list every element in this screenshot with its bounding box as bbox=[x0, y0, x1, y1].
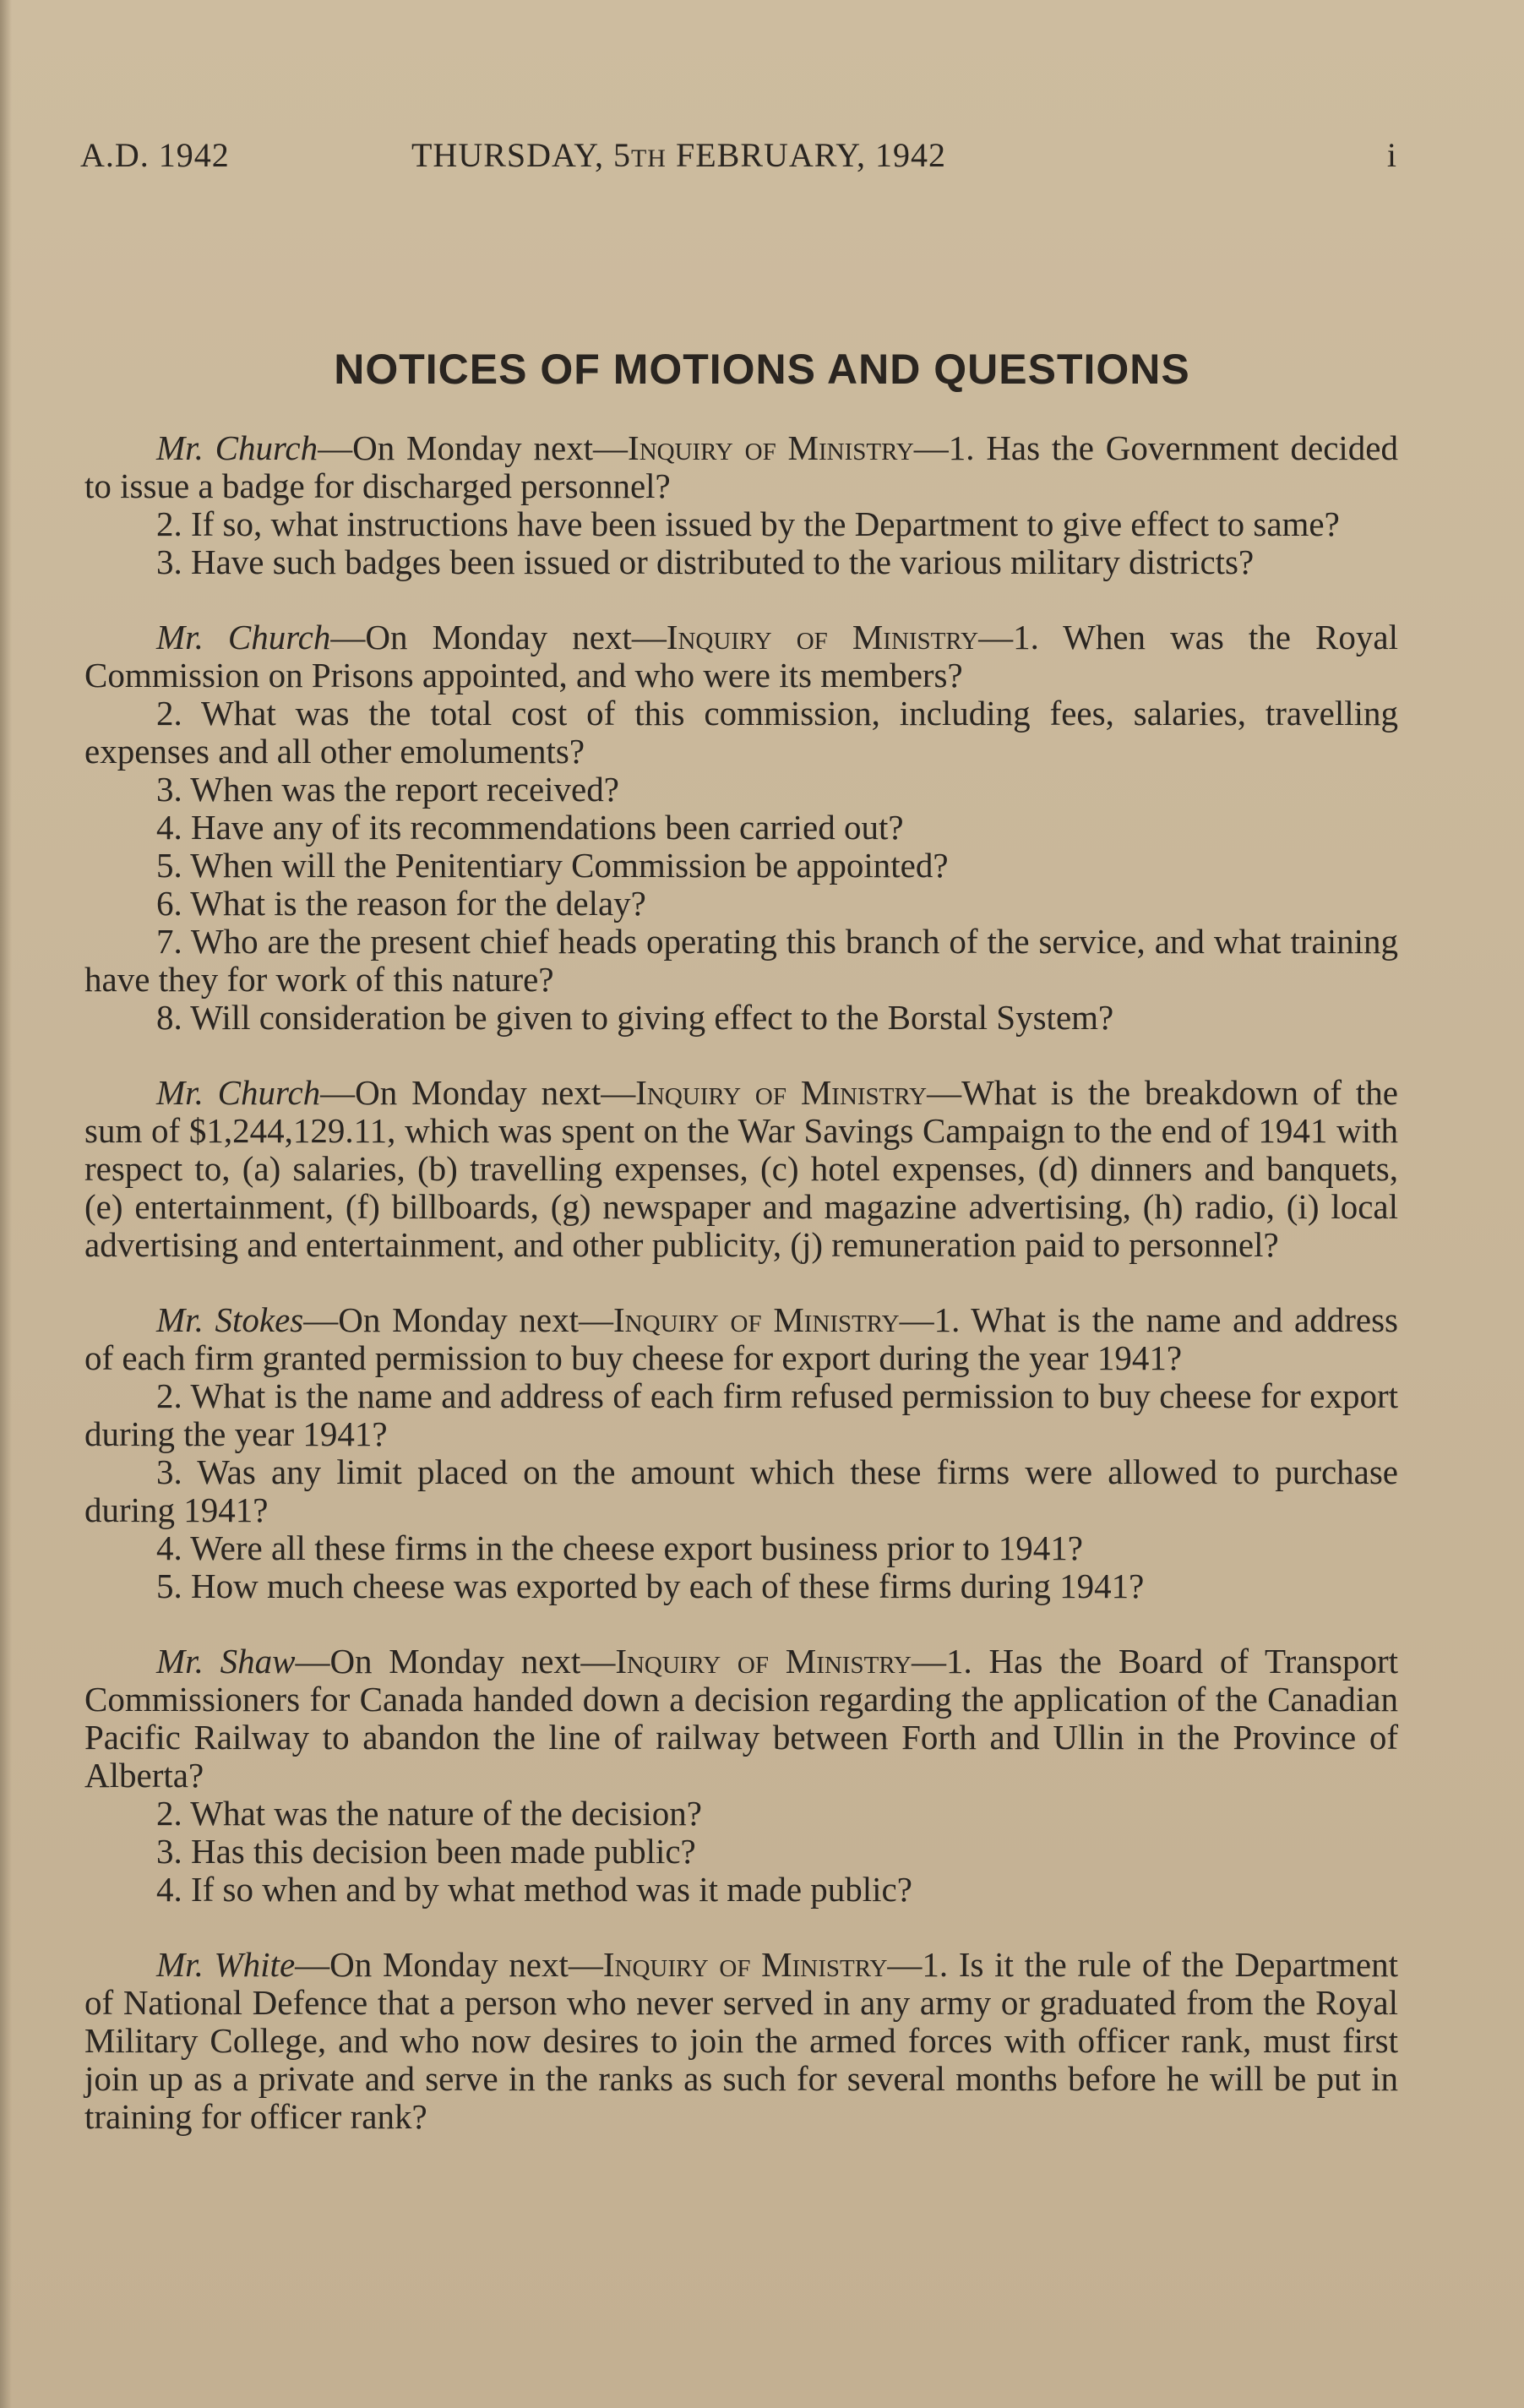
header-year: A.D. 1942 bbox=[80, 136, 230, 174]
notice bbox=[84, 1946, 1398, 2136]
question: 3. Have such badges been issued or distributed to the various military districts? bbox=[156, 542, 1255, 581]
notice bbox=[84, 1074, 1398, 1264]
member-name: Mr. Shaw bbox=[156, 1642, 296, 1681]
question: 2. What is the name and address of each firm refused permission to buy cheese for export during the year 1941? bbox=[84, 1376, 1398, 1453]
notice-lead: Mr. Church—On Monday next—Inquiry of Ministry—What is the breakdown of the sum of $1,244,129.11, which was spent on the War Savings Campaign to the end of 1941 with respect to, (a) salaries, (b) travelling expenses, (c) hotel expenses, (d) dinners and banquets, (e) entertainment, (f) billboards, (g) newspaper and magazine advertising, (h) radio, (i) local advertising and entertainment, and other publicity, (j) remuneration paid to personnel? bbox=[84, 1073, 1399, 1264]
notice-lead: Mr. White—On Monday next—Inquiry of Ministry—1. Is it the rule of the Department of National Defence that a person who never served in any army or graduated from the Royal Military College, and who now desires to join the armed forces with officer rank, must first join up as a private and serve in the ranks as such for several months before he will be put in training for officer rank? bbox=[84, 1945, 1398, 2136]
inquiry-label: Inquiry of Ministry bbox=[666, 618, 979, 656]
inquiry-label: Inquiry of Ministry bbox=[615, 1642, 912, 1681]
inquiry-label: Inquiry of Ministry bbox=[635, 1073, 928, 1112]
question: 2. If so, what instructions have been issued by the Department to give effect to same? bbox=[156, 504, 1340, 543]
question: 4. Were all these firms in the cheese export business prior to 1941? bbox=[156, 1528, 1083, 1567]
notice-lead: Mr. Church—On Monday next—Inquiry of Ministry—1. Has the Government decided to issue a badge for discharged personnel? bbox=[84, 428, 1398, 505]
notice-lead: Mr. Shaw—On Monday next—Inquiry of Ministry—1. Has the Board of Transport Commissioners for Canada handed down a decision regarding the application of the Canadian Pacific Railway to abandon the line of railway between Forth and Ullin in the Province of Alberta? bbox=[84, 1642, 1398, 1795]
notice bbox=[84, 429, 1398, 581]
member-name: Mr. Church bbox=[156, 618, 331, 656]
member-name: Mr. Stokes bbox=[156, 1300, 304, 1339]
notice-lead: Mr. Church—On Monday next—Inquiry of Ministry—1. When was the Royal Commission on Prisons appointed, and who were its members? bbox=[84, 618, 1398, 695]
question: 4. Have any of its recommendations been carried out? bbox=[156, 808, 904, 847]
question: 3. When was the report received? bbox=[156, 770, 619, 809]
inquiry-label: Inquiry of Ministry bbox=[613, 1300, 900, 1339]
question: 3. Was any limit placed on the amount which these firms were allowed to purchase during 1941? bbox=[84, 1452, 1398, 1529]
header-date: THURSDAY, 5TH FEBRUARY, 1942 bbox=[411, 136, 946, 174]
notice bbox=[84, 618, 1398, 1037]
question: 6. What is the reason for the delay? bbox=[156, 884, 646, 923]
question: 2. What was the nature of the decision? bbox=[156, 1794, 702, 1833]
notice bbox=[84, 1643, 1398, 1909]
page-number: i bbox=[1386, 136, 1397, 174]
notice-lead: Mr. Stokes—On Monday next—Inquiry of Ministry—1. What is the name and address of each firm granted permission to buy cheese for export during the year 1941? bbox=[84, 1300, 1398, 1377]
question: 3. Has this decision been made public? bbox=[156, 1832, 696, 1871]
question: 5. How much cheese was exported by each of these firms during 1941? bbox=[156, 1566, 1145, 1605]
question: 5. When will the Penitentiary Commission be appointed? bbox=[156, 846, 949, 885]
question: 8. Will consideration be given to giving effect to the Borstal System? bbox=[156, 998, 1114, 1037]
member-name: Mr. Church bbox=[156, 1073, 321, 1112]
member-name: Mr. White bbox=[156, 1945, 296, 1984]
member-name: Mr. Church bbox=[156, 428, 318, 467]
running-header bbox=[80, 135, 1397, 186]
question: 4. If so when and by what method was it made public? bbox=[156, 1870, 912, 1909]
notices-list bbox=[84, 429, 1398, 2173]
notice bbox=[84, 1301, 1398, 1605]
page-title: NOTICES OF MOTIONS AND QUESTIONS bbox=[334, 346, 1190, 393]
question: 2. What was the total cost of this commission, including fees, salaries, travelling expenses and all other emoluments? bbox=[84, 694, 1398, 771]
question: 7. Who are the present chief heads operating this branch of the service, and what training have they for work of this nature? bbox=[84, 922, 1398, 999]
inquiry-label: Inquiry of Ministry bbox=[628, 428, 914, 467]
inquiry-label: Inquiry of Ministry bbox=[602, 1945, 888, 1984]
